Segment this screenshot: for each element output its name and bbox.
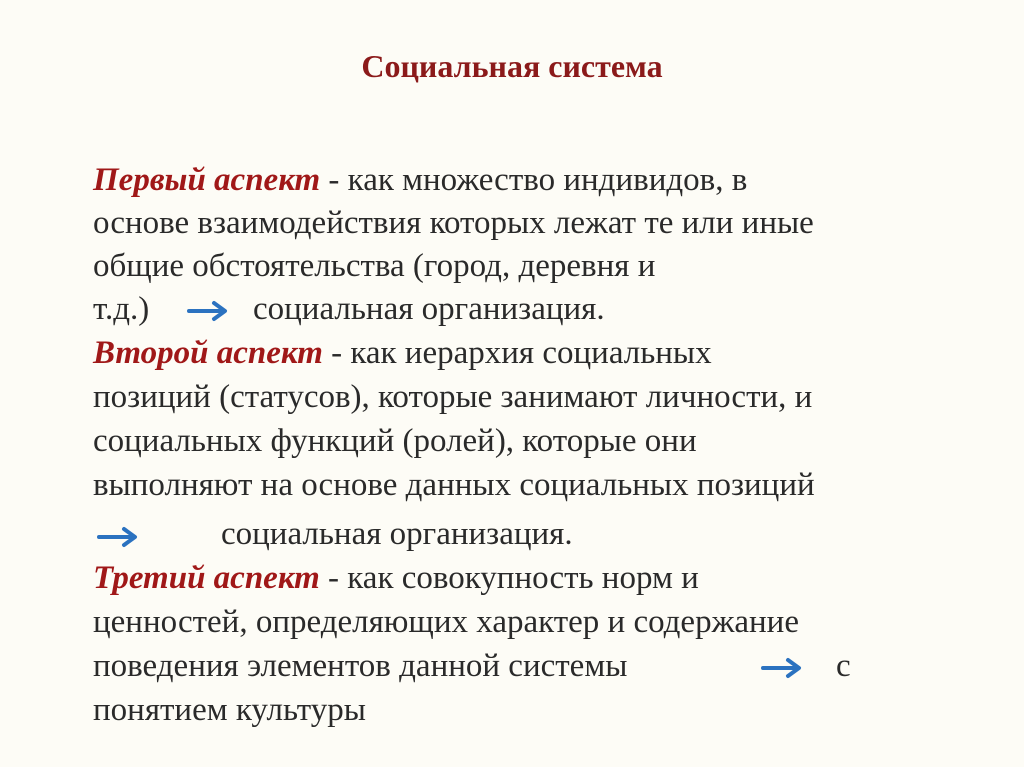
arrow-right-icon bbox=[760, 657, 804, 679]
aspect3-line3b: с bbox=[836, 648, 851, 684]
aspect1-text1: - как множество индивидов, в bbox=[320, 162, 748, 198]
slide-title: Социальная система bbox=[361, 48, 663, 84]
aspect3-line4: понятием культуры bbox=[93, 692, 366, 728]
aspect2-line3: социальных функций (ролей), которые они bbox=[93, 423, 697, 459]
aspect1-line1 bbox=[93, 160, 747, 200]
aspect2-line2: позиций (статусов), которые занимают личности, и bbox=[93, 379, 813, 415]
aspect3-line3a: поведения элементов данной системы bbox=[93, 648, 628, 684]
aspect1-line2: основе взаимодействия которых лежат те или иные bbox=[93, 205, 814, 241]
aspect3-heading: Третий аспект bbox=[93, 560, 320, 596]
aspect2-text1: - как иерархия социальных bbox=[322, 335, 712, 371]
aspect1-line3: общие обстоятельства (город, деревня и bbox=[93, 248, 656, 284]
arrow-right-icon bbox=[186, 300, 230, 322]
aspect3-text1: - как совокупность норм и bbox=[319, 560, 699, 596]
aspect2-line4: выполняют на основе данных социальных позиций bbox=[93, 467, 815, 503]
aspect3-line1 bbox=[93, 558, 699, 598]
aspect2-line5: социальная организация. bbox=[221, 516, 573, 552]
aspect2-line1 bbox=[93, 333, 712, 373]
aspect1-heading: Первый аспект bbox=[93, 162, 321, 198]
aspect1-line4b: социальная организация. bbox=[253, 291, 605, 327]
aspect3-line2: ценностей, определяющих характер и содержание bbox=[93, 604, 799, 640]
aspect2-heading: Второй аспект bbox=[93, 335, 323, 371]
aspect1-line4a: т.д.) bbox=[93, 291, 150, 327]
arrow-right-icon bbox=[96, 526, 140, 548]
